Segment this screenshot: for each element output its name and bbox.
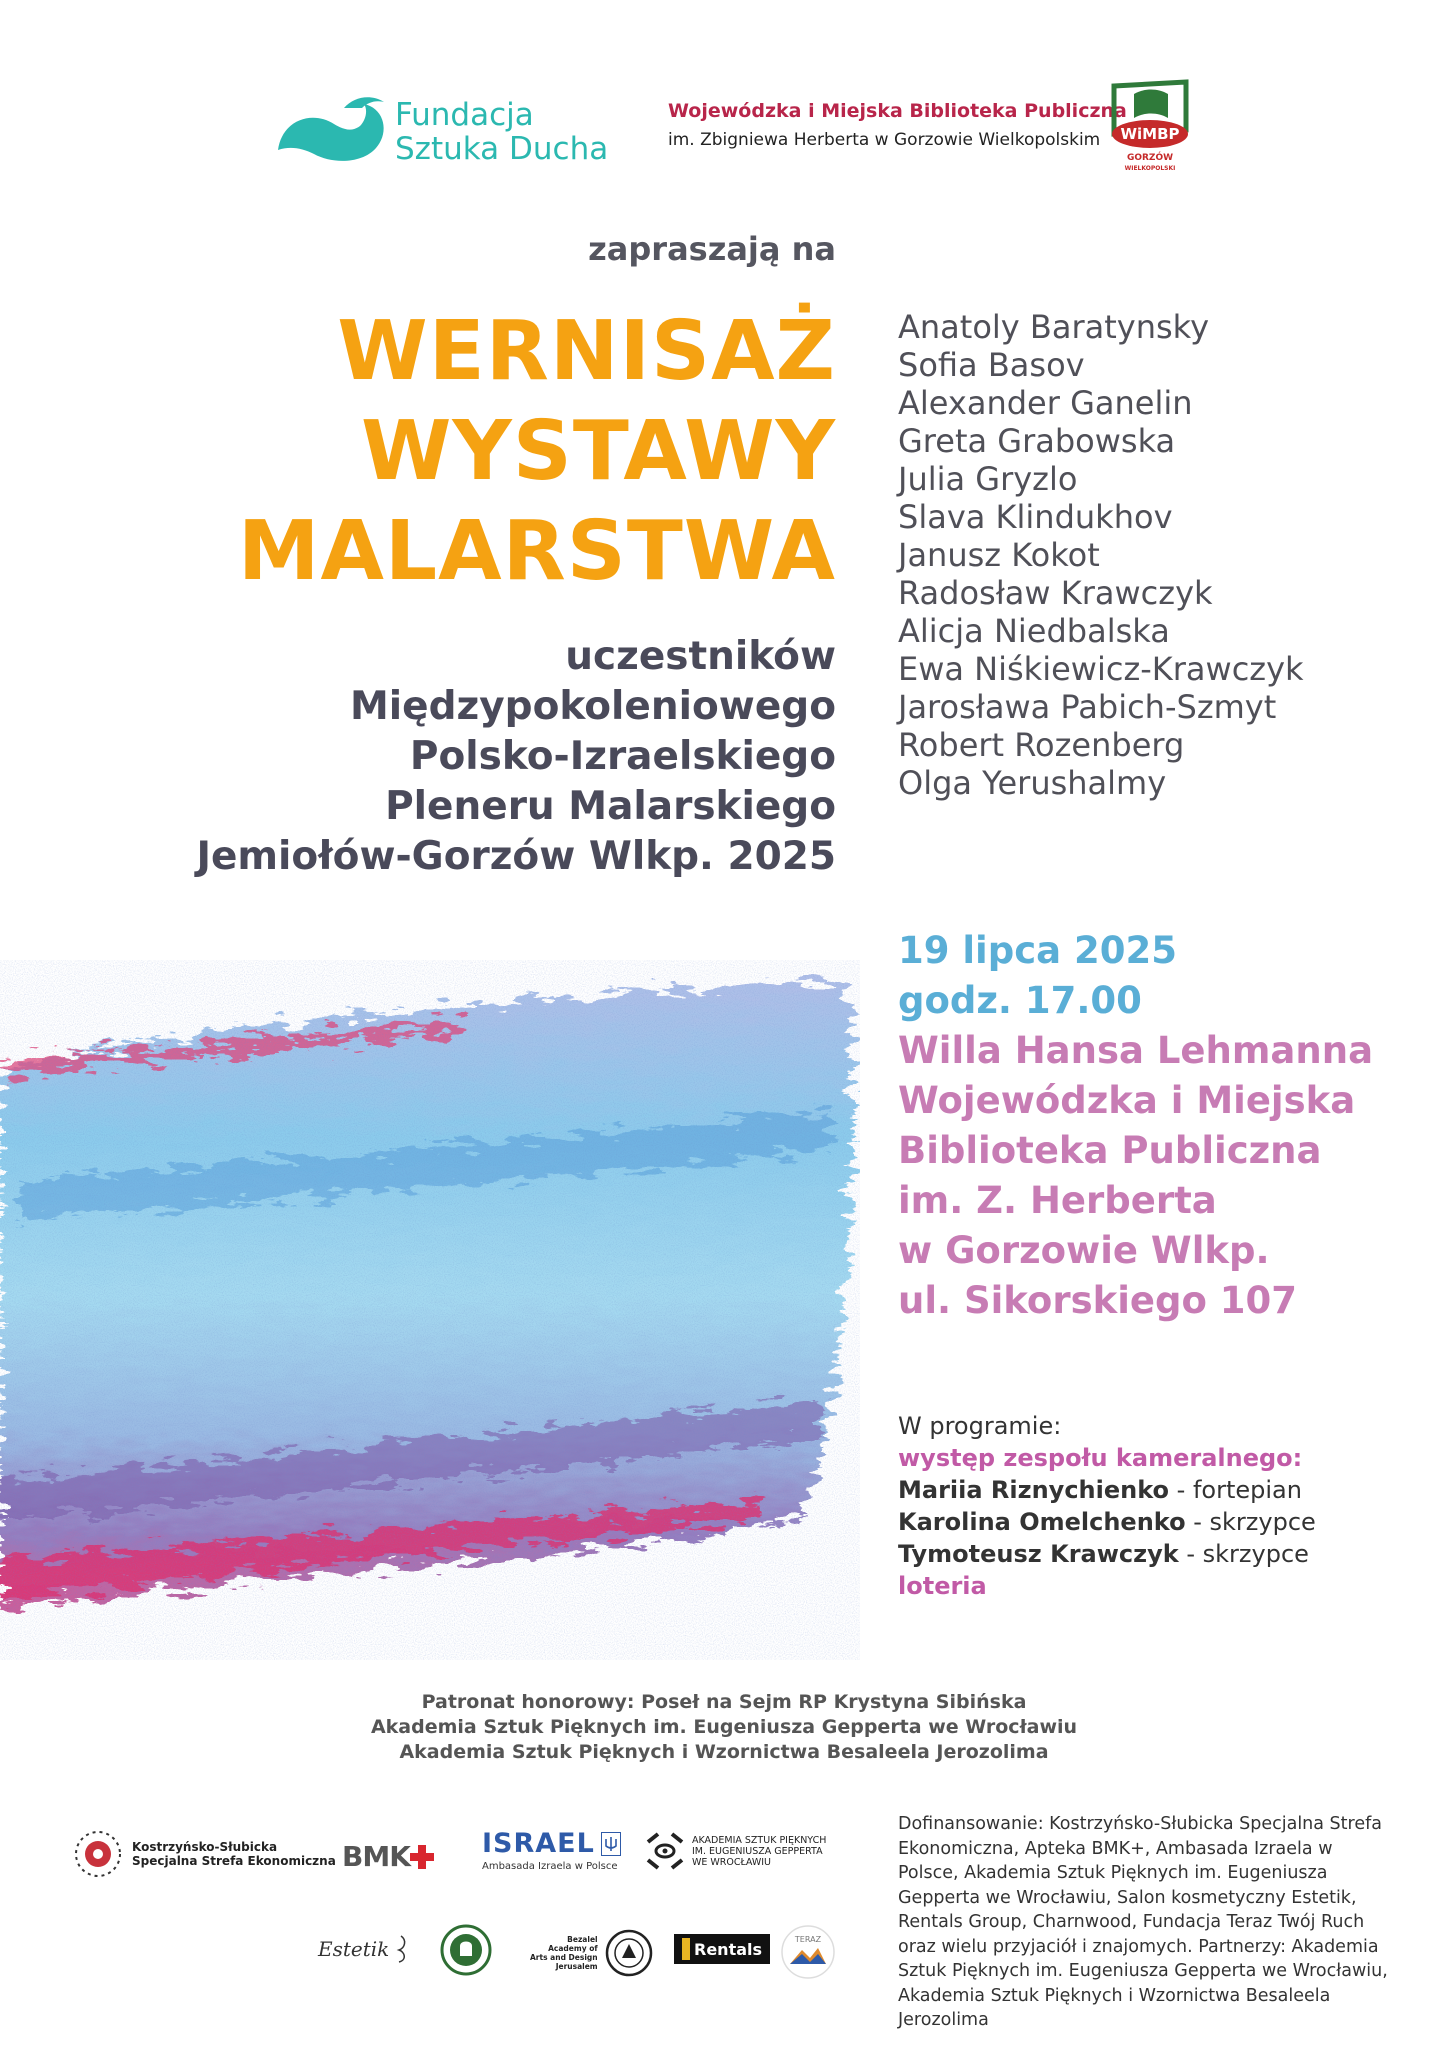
israel-text: ISRAEL [482,1828,595,1859]
performer-row [898,1474,1316,1506]
event-venue-line: w Gorzowie Wlkp. [898,1229,1270,1272]
performer-role: - fortepian [1169,1476,1302,1504]
charnwood-logo [440,1924,492,1976]
performer-role: - skrzypce [1185,1508,1316,1536]
title-line-2: WYSTAWY [360,404,836,499]
teraz-emblem-icon [780,1924,836,1980]
subtitle-line: Polsko-Izraelskiego [409,734,836,779]
artist-name: Greta Grabowska [898,422,1176,460]
program-concert: występ zespołu kameralnego: [898,1444,1303,1472]
teraz-logo [780,1924,836,1980]
subtitle-line: Jemiołów-Gorzów Wlkp. 2025 [196,834,836,879]
red-cross-icon [410,1845,434,1869]
bmk-text: BMK [342,1840,410,1873]
bezalel-line-1: Bezalel [567,1935,598,1944]
patronage-line: Patronat honorowy: Poseł na Sejm RP Krystyna Sibińska [421,1691,1027,1713]
artist-name: Sofia Basov [898,346,1085,384]
artist-name: Jarosława Pabich-Szmyt [898,688,1277,726]
bezalel-line-4: Jerusalem [555,1962,598,1971]
bezalel-line-2: Academy of [548,1944,598,1953]
title-block [238,302,836,602]
watercolor-brush-stroke-icon [0,960,860,1660]
library-name: Wojewódzka i Miejska Biblioteka Publiczna [668,100,1127,122]
estetik-text: Estetik [318,1937,390,1961]
estetik-figure-icon [389,1934,411,1964]
performer-name: Mariia Riznychienko [898,1476,1170,1504]
charnwood-emblem-icon [440,1924,492,1976]
estetik-logo [318,1934,411,1964]
subtitle-line: Międzypokoleniowego [350,684,836,729]
kssse-name-2: Specjalna Strefa Ekonomiczna [132,1854,336,1868]
menorah-icon [601,1832,621,1856]
subtitle-block [196,632,836,882]
program-lottery: loteria [898,1572,987,1600]
bezalel-logo [530,1928,654,1978]
israel-subtitle: Ambasada Izraela w Polsce [482,1861,618,1872]
patronage-line: Akademia Sztuk Pięknych im. Eugeniusza Gepperta we Wrocławiu [370,1716,1078,1738]
title-line-1: WERNISAŻ [337,304,836,399]
event-venue-line: Biblioteka Publiczna [898,1129,1322,1172]
rentals-text: Rentals [694,1939,763,1959]
kssse-logo [72,1828,336,1880]
asp-emblem-icon [644,1830,686,1872]
subtitle-line: uczestników [565,634,836,679]
asp-line-3: WE WROCŁAWIU [692,1856,771,1868]
artist-list [898,308,1304,802]
performer-row [898,1538,1316,1570]
artist-name: Robert Rozenberg [898,726,1185,764]
asp-line-2: IM. EUGENIUSZA GEPPERTA [692,1845,823,1857]
kssse-name-1: Kostrzyńsko-Słubicka [132,1840,278,1854]
patronage-line: Akademia Sztuk Pięknych i Wzornictwa Besaleela Jerozolima [399,1741,1049,1763]
artist-name: Julia Gryzlo [898,460,1078,498]
wimbp-logo-city2: WIELKOPOLSKI [1124,165,1176,172]
bezalel-line-3: Arts and Design [530,1953,598,1962]
event-time: godz. 17.00 [898,979,1142,1022]
wimbp-logo-city1: GORZÓW [1126,153,1174,163]
event-date: 19 lipca 2025 [898,929,1177,972]
event-details [898,926,1373,1326]
event-venue-line: Wojewódzka i Miejska [898,1079,1356,1122]
bmk-logo [342,1840,434,1873]
program-heading: W programie: [898,1412,1062,1440]
invite-text: zapraszają na [588,230,836,268]
artist-name: Alicja Niedbalska [898,612,1170,650]
fundacja-name: Fundacja Sztuka Ducha [395,97,609,167]
performer-row [898,1506,1316,1538]
bezalel-seal-icon [604,1928,654,1978]
funding-partners-text: Dofinansowanie: Kostrzyńsko-Słubicka Specjalna Strefa Ekonomiczna, Apteka BMK+, Ambasada Izraela w Polsce, Akademia Sztuk Pięknych im. Eugeniusza Gepperta we Wrocławiu, Salon kosmetyczny Estetik, Rentals Group, Charnwood, Fundacja Teraz Twój Ruch oraz wielu przyjaciół i znajomych. Partnerzy: Akademia Sztuk Pięknych im. Eugeniusza Gepperta we Wrocławiu, Akademia Sztuk Pięknych i Wzornictwa Besaleela Jerozolima [898,1814,1388,2030]
artist-name: Slava Klindukhov [898,498,1173,536]
performer-name: Tymoteusz Krawczyk [898,1540,1179,1568]
teraz-text: TERAZ [794,1935,822,1944]
wimbp-logo-text: WiMBP [1120,125,1180,143]
asp-wroclaw-logo [644,1830,826,1872]
wimbp-logo-icon [1104,78,1196,178]
israel-embassy-logo [482,1828,621,1872]
artist-name: Radosław Krawczyk [898,574,1213,612]
library-subtitle: im. Zbigniewa Herberta w Gorzowie Wielkopolskim [668,130,1101,150]
artist-name: Anatoly Baratynsky [898,308,1209,346]
artist-name: Ewa Niśkiewicz-Krawczyk [898,650,1304,688]
event-venue-line: ul. Sikorskiego 107 [898,1279,1297,1322]
honorary-patronage [0,1690,1448,1765]
rentals-mark-icon [682,1938,690,1960]
subtitle-line: Pleneru Malarskiego [385,784,836,829]
title-line-3: MALARSTWA [237,504,836,599]
rentals-logo [674,1934,770,1964]
artist-name: Alexander Ganelin [898,384,1193,422]
kssse-emblem-icon [72,1828,124,1880]
performer-name: Karolina Omelchenko [898,1508,1186,1536]
program-section [898,1410,1316,1602]
asp-line-1: AKADEMIA SZTUK PIĘKNYCH [692,1834,827,1846]
artist-name: Janusz Kokot [898,536,1100,574]
performer-role: - skrzypce [1178,1540,1309,1568]
artist-name: Olga Yerushalmy [898,764,1167,802]
event-venue-line: Willa Hansa Lehmanna [898,1029,1374,1072]
event-venue-line: im. Z. Herberta [898,1179,1217,1222]
